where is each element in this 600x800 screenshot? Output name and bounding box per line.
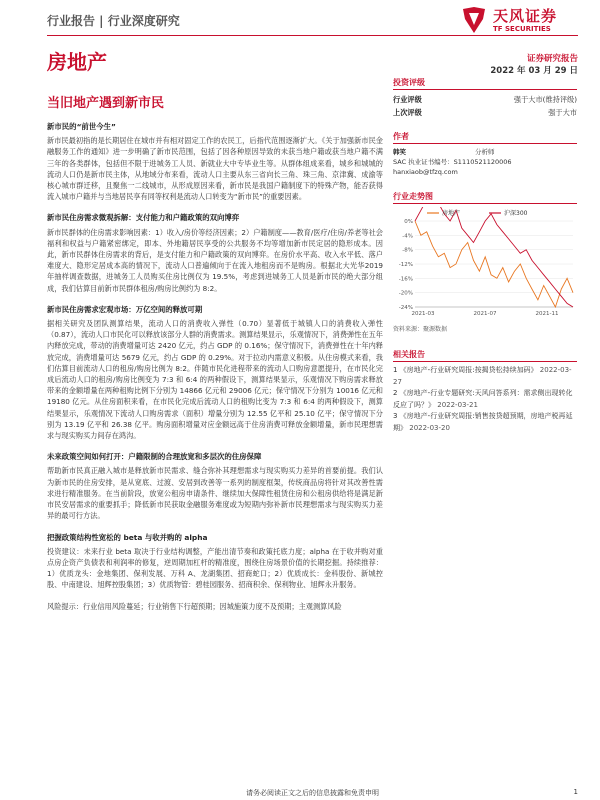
section-body: 新市民群体的住房需求影响因素：1）收入/房价等经济因素；2）户籍制度——教育/医疗/住房/养老等社会福利和权益与户籍紧密绑定，即本、外地籍居民享受的公共服务不均等增加新市民定居的隐形成本。因此，新市民群体住房需求的背后，是支付能力和户籍政策的双向博弈。在房价水平高、收入水平低、落户难度大、隐形定居成本高的情况下，流动人口普遍倾向于在流入地租房而不是购房。根据北大光华2019 年抽样调查数据，进城务工人员购买住房比例仅为 19.5%，考虑到进城务工人员是新市民的绝大部分组成，我们估算目前新市民群体租房/购房比例约为 8:2。 [47, 227, 383, 293]
rating-key: 行业评级 [393, 95, 422, 104]
related-report-title[interactable]: 2 《房地产-行业专题研究:天风问答系列：需求侧出现转化反应了吗？》 [393, 389, 573, 409]
author-heading: 作者 [393, 131, 577, 144]
section-body: 新市民最初指的是长期居住在城市并有相对固定工作的农民工，后指代范围逐渐扩大。《关于加强新市民金融服务工作的通知》进一步明确了新市民范围，包括了因各种原因导致的未获当地户籍或获当地户籍不满三年的各类群体，包括但不限于进城务工人员、新就业大中专毕业生等。从群体组成来看，城乡和城城的流动人口仍是新市民主体，从地域分布来看，流动人口主要从东三省向长三角、珠三角、京津冀、成渝等核心城市群迁移，且聚焦一二线城市，从形成原因来看，新市民是我国户籍制度下的特殊产物，能否获得流入城市户籍并与当地居民享有同等权利是流动人口转变为“新市民”的重要因素。 [47, 136, 383, 202]
trend-chart [393, 207, 577, 322]
logo-text-en: TF SECURITIES [493, 25, 551, 33]
section-heading: 新市民住房需求微观拆解：支付能力和户籍政策的双向博弈 [47, 213, 240, 223]
y-tick-label: -16% [398, 276, 413, 283]
main-body [47, 121, 383, 622]
related-report-date: 2022-03-20 [409, 423, 450, 432]
related-report-date: 2022-03-21 [437, 400, 478, 409]
section-macro-market [47, 304, 383, 441]
legend-label: 房地产 [442, 210, 461, 217]
rating-value: 强于大市 [548, 108, 577, 117]
y-tick-label: -24% [398, 305, 413, 311]
rating-heading: 投资评级 [393, 77, 577, 90]
author-email[interactable]: hanxiaob@tfzq.com [393, 168, 458, 176]
section-investment [47, 532, 383, 591]
trend-chart-svg [393, 207, 577, 322]
legend-label: 沪深300 [504, 210, 528, 217]
section-body: 帮助新市民真正融入城市是释放新市民需求、缝合弥补其理想需求与现实购买力差异的首要前提。我们认为新市民的住房安排，是从宽底、过渡、安居到改善等一系列的制度框架，传统商品房将针对其改善性需求进行精准服务。在当前阶段，放宽公租房申请条件、继续加大保障性租赁住房和公租房供给将是满足新市民安居需求的重要抓手；降低新市民获取金融服务难度或为短期内弥补新市民理想需求与现实购买力差异的最可行方法。 [47, 466, 383, 521]
y-tick-label: -20% [398, 290, 413, 297]
logo-mark-icon [459, 5, 489, 35]
section-risk [47, 601, 383, 612]
rating-row [393, 106, 577, 119]
rating-row [393, 93, 577, 106]
related-report-item[interactable] [393, 411, 577, 434]
section-heading: 未来政策空间如何打开：户籍限制的合理放宽和多层次的住房保障 [47, 452, 262, 462]
trend-heading: 行业走势图 [393, 191, 577, 204]
y-tick-label: -12% [398, 262, 413, 268]
section-body: 投资建议：未来行业 beta 取决于行业结构调整，产能出清节奏和政策托底力度；alpha 在于收并购对重点房企资产负债表和利润率的修复，逆周期加杠杆的精准度，围绕住房场景价值的长期挖掘。持续推荐：1）优质龙头：金地集团、保利发展、万科 A、龙湖集团、招商蛇口；2）优质成长：金科股份、新城控股、中南建设、旭辉控股集团；3）优质物管：碧桂园服务、招商积余、保利物业、旭辉永升服务。 [47, 546, 383, 590]
header-divider [47, 35, 578, 36]
author-name: 韩笑 [393, 148, 406, 156]
section-new-citizens [47, 121, 383, 202]
related-report-title[interactable]: 3 《房地产-行业研究周报:销售按贷超预期，房地产税再延期》 [393, 412, 573, 432]
y-tick-label: -4% [402, 233, 413, 240]
sector-title: 房地产 [47, 50, 107, 74]
section-heading: 新市民住房需求宏观市场：万亿空间的释放可期 [47, 304, 203, 314]
page-number: 1 [573, 788, 578, 796]
report-category-label: 行业报告 | 行业深度研究 [47, 14, 180, 28]
y-tick-label: 0% [404, 219, 413, 225]
author-title: 分析师 [475, 148, 495, 156]
author-license: SAC 执业证书编号：S1110521120006 [393, 158, 512, 166]
section-heading: 把握政策结构性宽松的 beta 与收并购的 alpha [47, 532, 208, 542]
related-report-item[interactable] [393, 388, 577, 411]
author-row [393, 147, 577, 157]
rating-value: 强于大市(维持评级) [513, 95, 577, 104]
report-type: 证券研究报告 [526, 54, 578, 64]
related-report-item[interactable] [393, 365, 577, 388]
y-tick-label: -8% [402, 247, 413, 254]
sidebar [393, 77, 577, 434]
section-micro-demand [47, 212, 383, 293]
section-heading: 新市民的“前世今生” [47, 122, 116, 131]
company-logo [459, 4, 579, 36]
report-date: 2022 年 03 月 29 日 [490, 66, 578, 76]
footer-disclaimer: 请务必阅读正文之后的信息披露和免责申明 [246, 789, 379, 797]
chart-source: 资料来源：聚源数据 [393, 326, 448, 333]
related-heading: 相关报告 [393, 349, 577, 362]
related-reports [393, 365, 577, 434]
rating-key: 上次评级 [393, 108, 422, 117]
section-body: 据相关研究及团队测算结果，流动人口的消费收入弹性（0.70）显著低于城镇人口的消费收入弹性（0.87），流动人口市民化可以释放该部分人群的消费需求。测算结果显示，乐观情况下，消费弹性在五年内释放完成，带动的消费增量可达 2420 亿元，约占 GDP 的 0.16%；保守情况下，消费弹性在十年内释放完成，消费增量可达 5679 亿元，约占 GDP 的 0.29%。对于拉动内需意义积极。从住房模式来看，我们估算目前流动人口的租房/购房比例为 8:2。伴随市民化进程带来的流动人口购房意愿提升，在市民化完成后流动人口的租房/购房比例变为 7:3 和 6:4 的两种假设下，测算结果显示，乐观情况下购房需求释放带来的金额增量在两种租购比例下分别为 14866 亿元和 29006 亿元；保守情况下分别为 10016 亿元和 19180 亿元。从住房面积来看，在市民化完成后流动人口的租购比变为 7:3 和 6:4 的两种假设下，测算结果显示，乐观情况下流动人口购房需求（面积）增量分别为 12.55 亿平和 25.10 亿平；保守情况下分别为 13.19 亿平和 26.38 亿平。购房面积增量对应金额远高于住房消费可释放金额增量，新市民理想需求与现实购买力间存在鸿沟。 [47, 319, 383, 441]
x-tick-label: 2021-11 [535, 311, 559, 317]
related-report-title[interactable]: 1 《房地产-行业研究周报:按揭贷松持续加码》 [393, 366, 538, 374]
risk-body: 风险提示：行业信用风险蔓延；行业销售下行超预期；因城施策力度不及预期；主观测算风险 [47, 601, 342, 611]
section-policy-space [47, 451, 383, 521]
x-tick-label: 2021-07 [473, 311, 497, 317]
related-report-date: 2022-03-27 [393, 366, 572, 386]
report-title: 当旧地产遇到新市民 [47, 96, 165, 111]
logo-text-zh: 天风证券 [493, 7, 558, 25]
x-tick-label: 2021-03 [411, 311, 435, 317]
